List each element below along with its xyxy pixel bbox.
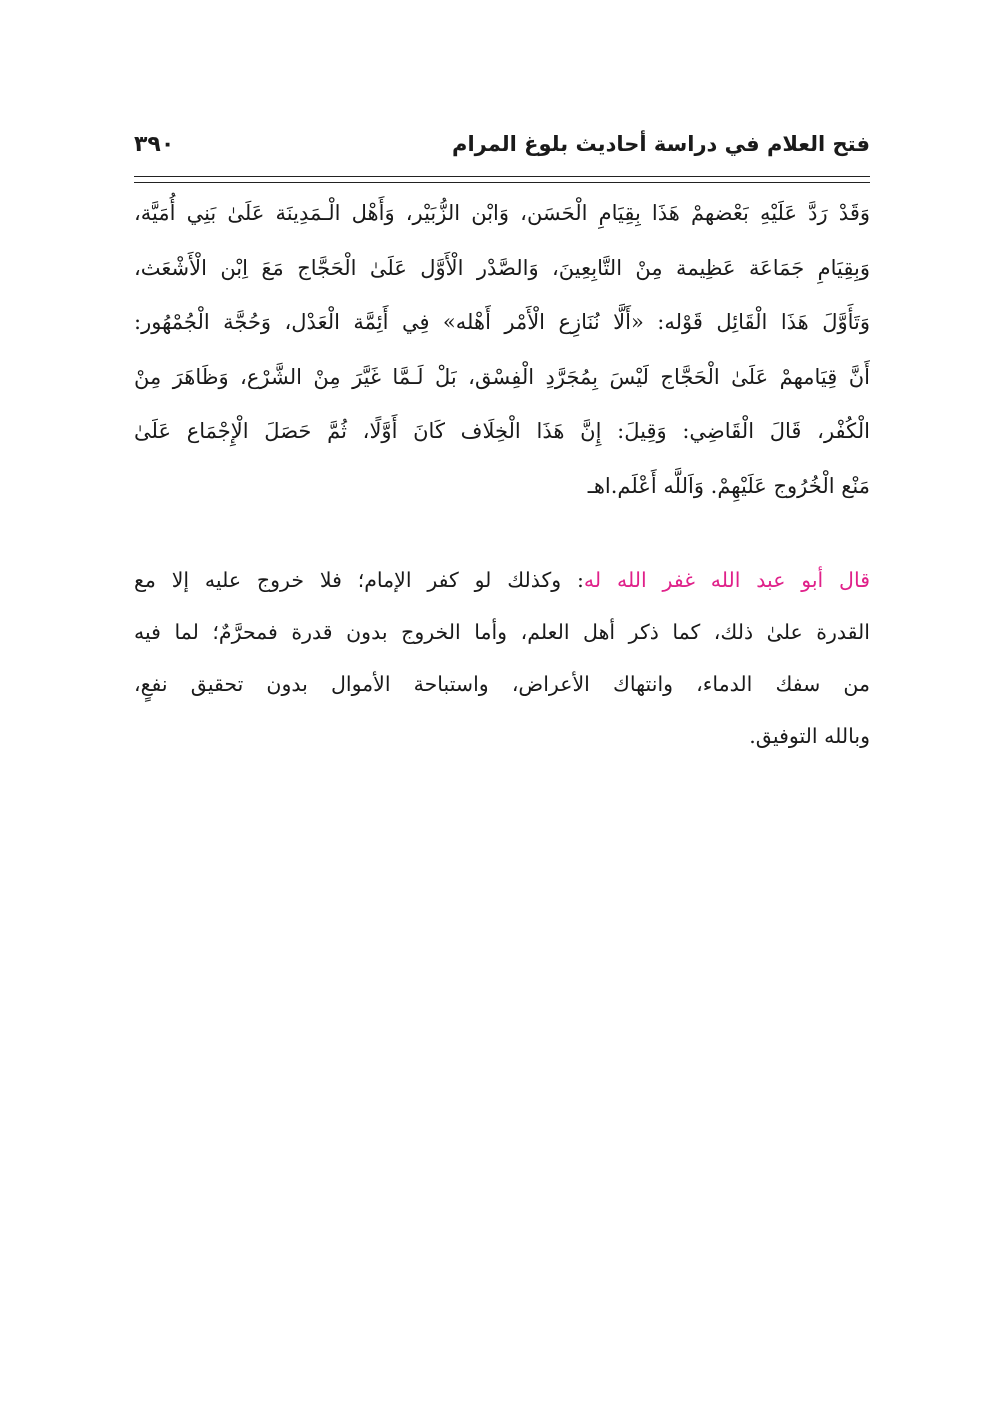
quote-line: وَبِقِيَامِ جَمَاعَة عَظِيمة مِنْ التَّابِعِينَ، وَالصَّدْر الْأَوَّل عَلَىٰ الْحَجَّاج مَعَ اِبْن الْأَشْعَث،	[134, 255, 870, 280]
book-title: فتح العلام في دراسة أحاديث بلوغ المرام	[452, 132, 870, 156]
quote-line: مَنْع الْخُرُوج عَلَيْهِمْ. وَاَللَّه أَعْلَم.اهـ	[587, 473, 870, 498]
comment-line: القدرة علىٰ ذلك، كما ذكر أهل العلم، وأما الخروج بدون قدرة فمحرَّمٌ؛ لما فيه	[134, 620, 870, 644]
comment-line: من سفك الدماء، وانتهاك الأعراض، واستباحة الأموال بدون تحقيق نفعٍ،	[134, 672, 870, 696]
comment-line: وبالله التوفيق.	[749, 724, 870, 748]
author-comment	[134, 554, 870, 762]
quote-line: أَنَّ قِيَامهمْ عَلَىٰ الْحَجَّاج لَيْسَ بِمُجَرَّدِ الْفِسْق، بَلْ لَـمَّا غَيَّرَ مِنْ الشَّرْع، وَظَاهَرَ مِنْ	[134, 364, 870, 389]
comment-text: : وكذلك لو كفر الإمام؛ فلا خروج عليه إلا مع	[134, 568, 584, 592]
quote-line: وَتَأَوَّلَ هَذَا الْقَائِل قَوْله: «أَلَّا نُنَازِع الْأَمْر أَهْله» فِي أَئِمَّة الْعَدْل، وَحُجَّة الْجُمْهُور:	[134, 310, 870, 334]
quote-line: وَقَدْ رَدَّ عَلَيْهِ بَعْضهمْ هَذَا بِقِيَامِ الْحَسَن، وَابْن الزُّبَيْر، وَأَهْل الْـمَدِينَة عَلَىٰ بَنِي أُمَيَّة،	[134, 201, 870, 225]
author-label: قال أبو عبد الله غفر الله له	[583, 568, 870, 592]
quote-line: الْكُفْر، قَالَ الْقَاضِي: وَقِيلَ: إِنَّ هَذَا الْخِلَاف كَانَ أَوَّلًا، ثُمَّ حَصَلَ الْإِجْمَاع عَلَىٰ	[134, 419, 870, 443]
header-divider	[134, 176, 870, 183]
comment-line	[134, 554, 870, 606]
page-header	[134, 128, 870, 168]
page-number: ٣٩٠	[134, 132, 175, 157]
quoted-commentary	[134, 186, 870, 513]
